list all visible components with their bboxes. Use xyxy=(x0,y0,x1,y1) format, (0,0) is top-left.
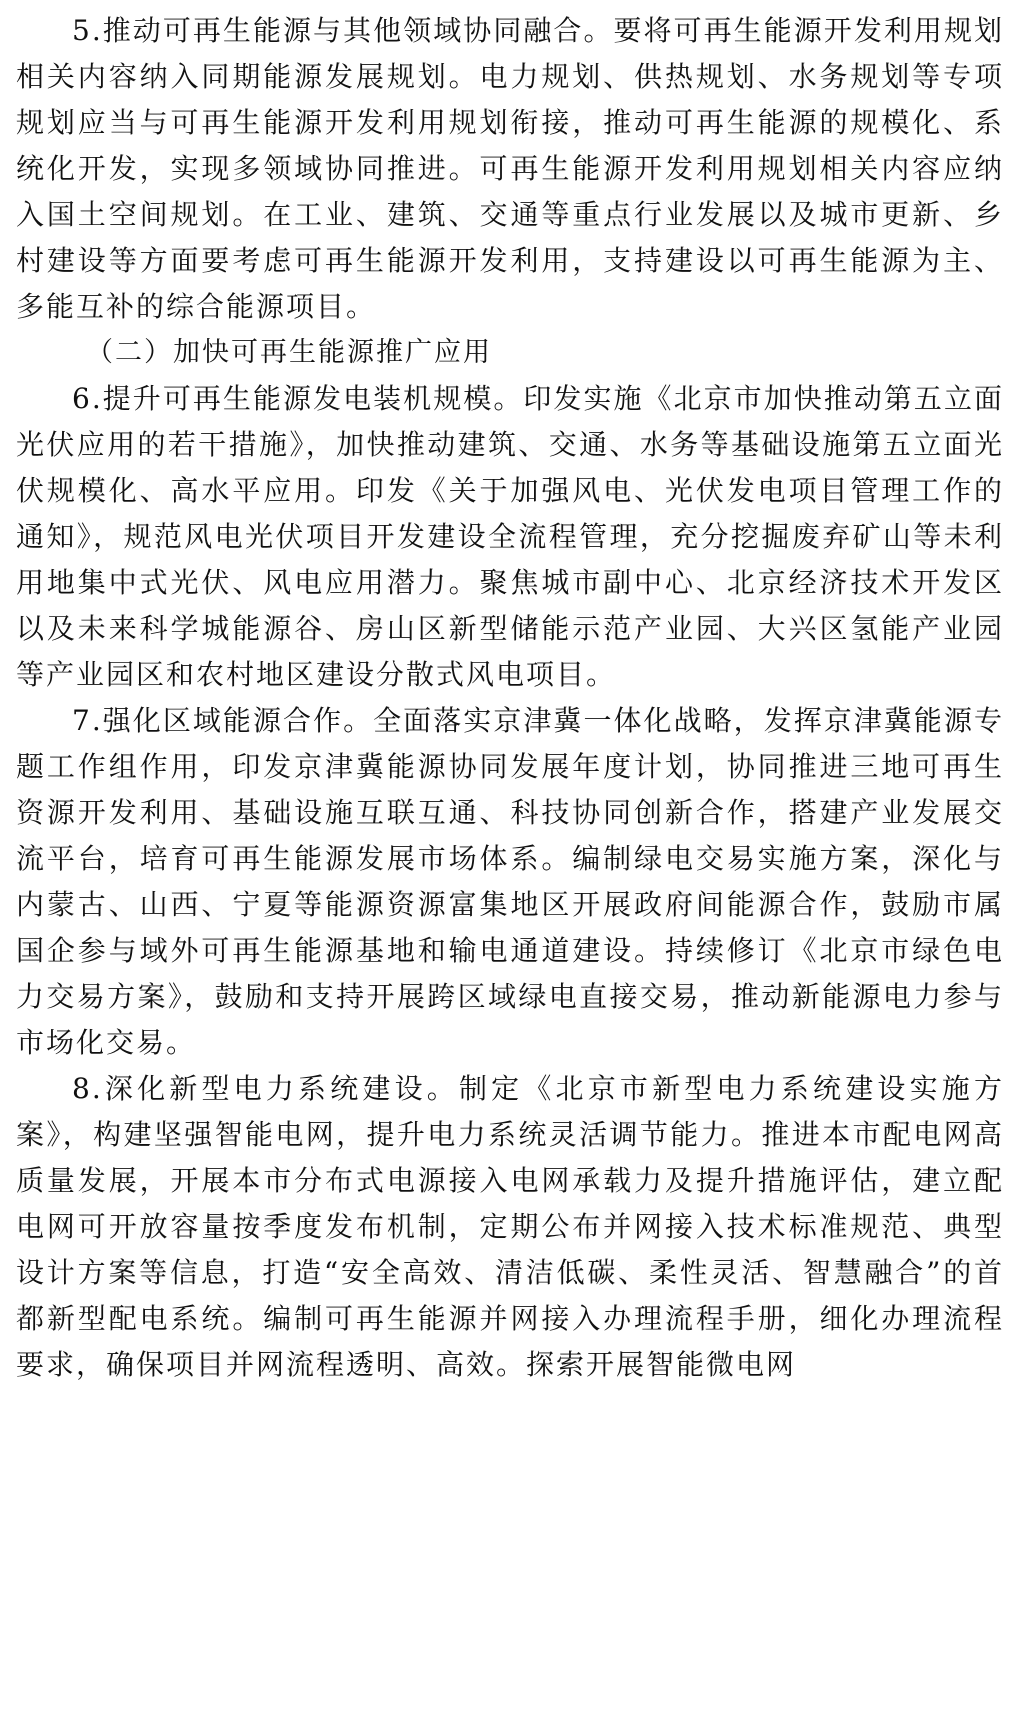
paragraph-6: 6.提升可再生能源发电装机规模。印发实施《北京市加快推动第五立面光伏应用的若干措施》，加快推动建筑、交通、水务等基础设施第五立面光伏规模化、高水平应用。印发《关于加强风电、光伏发电项目管理工作的通知》，规范风电光伏项目开发建设全流程管理，充分挖掘废弃矿山等未利用地集中式光伏、风电应用潜力。聚焦城市副中心、北京经济技术开发区以及未来科学城能源谷、房山区新型储能示范产业园、大兴区氢能产业园等产业园区和农村地区建设分散式风电项目。 xyxy=(16,382,1004,691)
paragraph-5: 5.推动可再生能源与其他领域协同融合。要将可再生能源开发利用规划相关内容纳入同期能源发展规划。电力规划、供热规划、水务规划等专项规划应当与可再生能源开发利用规划衔接，推动可再生能源的规模化、系统化开发，实现多领域协同推进。可再生能源开发利用规划相关内容应纳入国土空间规划。在工业、建筑、交通等重点行业发展以及城市更新、乡村建设等方面要考虑可再生能源开发利用，支持建设以可再生能源为主、多能互补的综合能源项目。 xyxy=(16,14,1004,323)
paragraph-7: 7.强化区域能源合作。全面落实京津冀一体化战略，发挥京津冀能源专题工作组作用，印发京津冀能源协同发展年度计划，协同推进三地可再生资源开发利用、基础设施互联互通、科技协同创新合作，搭建产业发展交流平台，培育可再生能源发展市场体系。编制绿电交易实施方案，深化与内蒙古、山西、宁夏等能源资源富集地区开展政府间能源合作，鼓励市属国企参与域外可再生能源基地和输电通道建设。持续修订《北京市绿色电力交易方案》，鼓励和支持开展跨区域绿电直接交易，推动新能源电力参与市场化交易。 xyxy=(16,704,1004,1059)
section-heading-2: （二）加快可再生能源推广应用 xyxy=(86,337,492,368)
paragraph-8: 8.深化新型电力系统建设。制定《北京市新型电力系统建设实施方案》，构建坚强智能电网，提升电力系统灵活调节能力。推进本市配电网高质量发展，开展本市分布式电源接入电网承载力及提升措施评估，建立配电网可开放容量按季度发布机制，定期公布并网接入技术标准规范、典型设计方案等信息，打造“安全高效、清洁低碳、柔性灵活、智慧融合”的首都新型配电系统。编制可再生能源并网接入办理流程手册，细化办理流程要求，确保项目并网流程透明、高效。探索开展智能微电网 xyxy=(16,1072,1004,1381)
